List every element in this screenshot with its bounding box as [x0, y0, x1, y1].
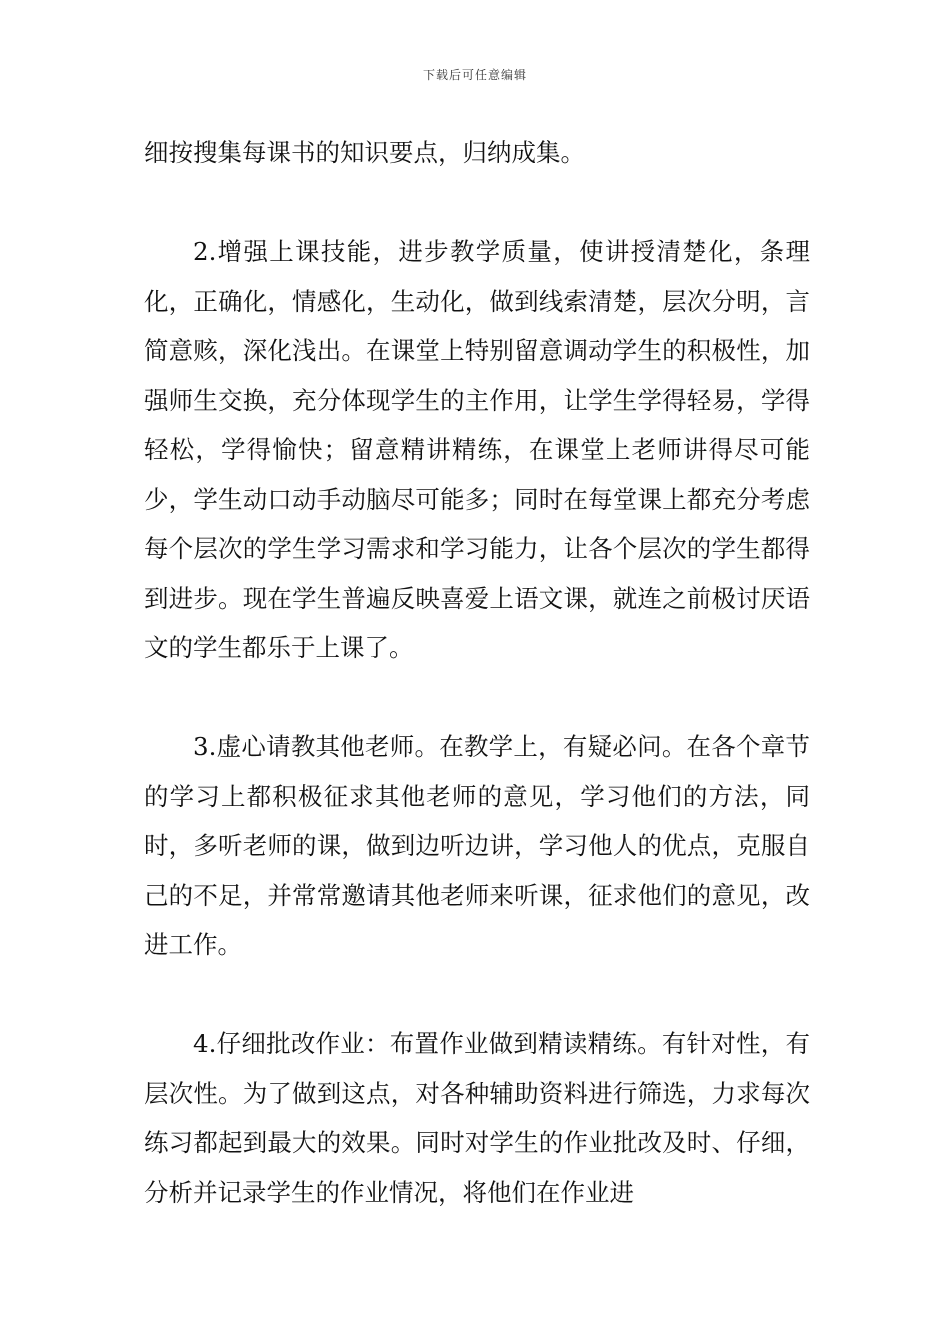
paragraph-gap	[144, 673, 810, 723]
paragraph-item-2: 2.增强上课技能，进步教学质量，使讲授清楚化，条理化，正确化，情感化，生动化，做到线索清楚，层次分明，言简意赅，深化浅出。在课堂上特别留意调动学生的积极性，加强师生交换，充分体现学生的主作用，让学生学得轻易，学得轻松，学得愉快；留意精讲精练，在课堂上老师讲得尽可能少，学生动口动手动脑尽可能多；同时在每堂课上都充分考虑每个层次的学生学习需求和学习能力，让各个层次的学生都得到进步。现在学生普遍反映喜爱上语文课，就连之前极讨厌语文的学生都乐于上课了。	[144, 237, 810, 662]
paragraph-gap	[144, 970, 810, 1020]
document-body	[144, 128, 810, 1217]
paragraph-item-4: 4.仔细批改作业：布置作业做到精读精练。有针对性，有层次性。为了做到这点，对各种辅助资料进行筛选，力求每次练习都起到最大的效果。同时对学生的作业批改及时、仔细，分析并记录学生的作业情况，将他们在作业进	[144, 1029, 810, 1207]
paragraph-item-3: 3.虚心请教其他老师。在教学上，有疑必问。在各个章节的学习上都积极征求其他老师的意见，学习他们的方法，同时，多听老师的课，做到边听边讲，学习他人的优点，克服自己的不足，并常常邀请其他老师来听课，征求他们的意见，改进工作。	[144, 732, 810, 959]
paragraph-continuation: 细按搜集每课书的知识要点，归纳成集。	[144, 138, 585, 167]
paragraph-gap	[144, 178, 810, 228]
page-header-note: 下载后可任意编辑	[422, 68, 527, 82]
